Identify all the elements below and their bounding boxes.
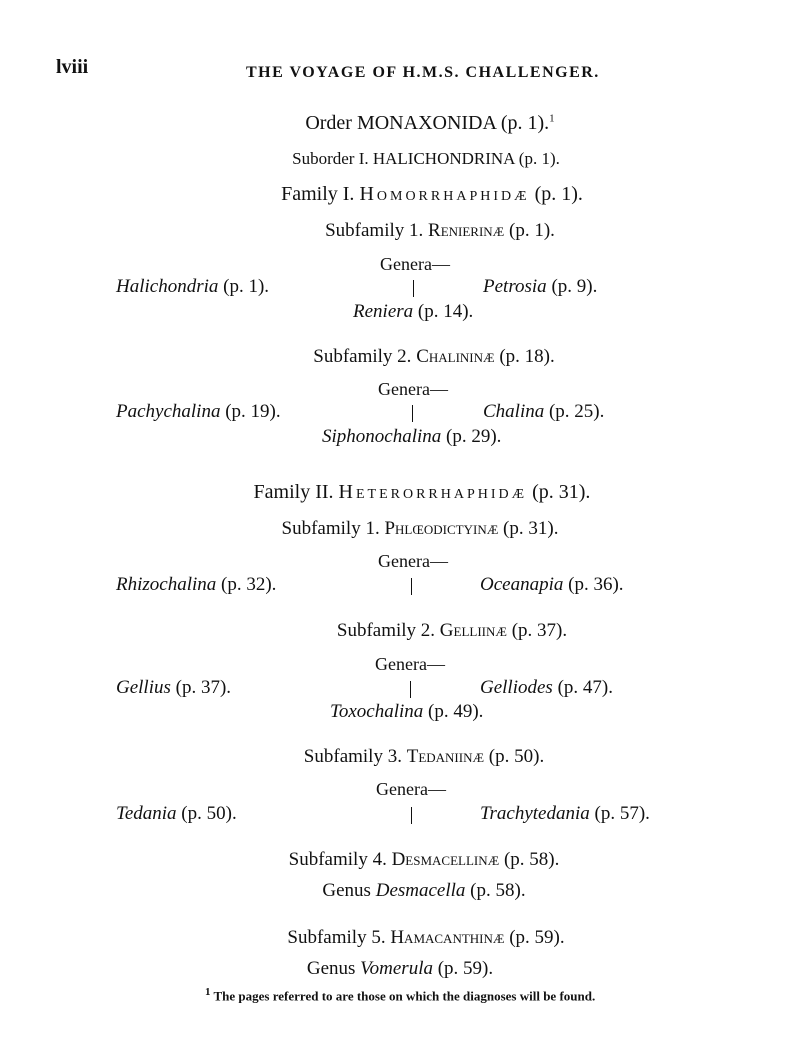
subfamily-page: (p. 18). bbox=[499, 346, 555, 367]
genera-label: Genera— bbox=[378, 551, 448, 571]
genus-page: (p. 58). bbox=[470, 880, 526, 901]
genera-label: Genera— bbox=[375, 654, 445, 674]
subfamily-phloeodictyinae-heading bbox=[0, 518, 800, 540]
genus-name: Petrosia bbox=[483, 276, 547, 297]
footnote bbox=[205, 986, 595, 1004]
genus-page: (p. 14). bbox=[417, 301, 474, 322]
genus-gelliodes bbox=[480, 677, 613, 699]
subfamily-name: Gelliinæ bbox=[439, 620, 507, 641]
subfamily-page: (p. 31). bbox=[503, 518, 559, 539]
genus-name: Trachytedania bbox=[480, 803, 590, 824]
footnote-mark: 1 bbox=[549, 112, 555, 125]
order-heading bbox=[0, 112, 800, 135]
genera-divider bbox=[412, 405, 413, 422]
subfamily-prefix: Subfamily 2. bbox=[336, 620, 436, 641]
subfamily-prefix: Subfamily 3. bbox=[303, 746, 402, 767]
genus-page: (p. 19). bbox=[225, 401, 281, 422]
genus-name: Toxochalina bbox=[330, 701, 424, 722]
genus-page: (p. 37). bbox=[175, 677, 232, 698]
family-2-prefix: Family II. bbox=[253, 481, 334, 503]
genus-page: (p. 50). bbox=[181, 803, 237, 824]
family-1-page: (p. 1). bbox=[534, 183, 583, 205]
genus-name: Halichondria bbox=[116, 276, 219, 297]
genus-page: (p. 36). bbox=[568, 574, 624, 595]
family-1-name: Homorrhaphidæ bbox=[359, 183, 530, 205]
genus-name: Desmacella bbox=[375, 880, 466, 901]
order-page: (p. 1). bbox=[500, 112, 550, 134]
genus-page: (p. 29). bbox=[446, 426, 502, 447]
subfamily-gelliinae-heading bbox=[0, 620, 800, 642]
genus-name: Rhizochalina bbox=[116, 574, 217, 595]
genus-page: (p. 25). bbox=[548, 401, 605, 422]
genus-desmacella bbox=[0, 880, 800, 902]
subfamily-page: (p. 1). bbox=[509, 220, 555, 241]
genus-prefix: Genus bbox=[322, 880, 371, 901]
subfamily-hamacanthinae-heading bbox=[0, 927, 800, 949]
suborder-name: HALICHONDRINA bbox=[372, 149, 515, 168]
subfamily-tedaniinae-heading bbox=[0, 746, 800, 768]
family-1-prefix: Family I. bbox=[281, 183, 355, 205]
genus-page: (p. 9). bbox=[551, 276, 598, 297]
genus-name: Tedania bbox=[116, 803, 177, 824]
subfamily-prefix: Subfamily 1. bbox=[281, 518, 380, 539]
genus-vomerula bbox=[0, 958, 800, 980]
genus-name: Chalina bbox=[483, 401, 545, 422]
subfamily-page: (p. 37). bbox=[511, 620, 568, 641]
genus-name: Reniera bbox=[353, 301, 414, 322]
genus-page: (p. 47). bbox=[557, 677, 613, 698]
genus-toxochalina bbox=[330, 701, 483, 723]
genus-prefix: Genus bbox=[306, 958, 356, 979]
page-number: lviii bbox=[56, 56, 89, 78]
subfamily-name: Hamacanthinæ bbox=[390, 927, 505, 948]
genus-name: Siphonochalina bbox=[322, 426, 442, 447]
genus-pachychalina bbox=[116, 401, 281, 423]
genera-label: Genera— bbox=[378, 379, 448, 399]
footnote-mark: 1 bbox=[205, 986, 211, 998]
subfamily-page: (p. 58). bbox=[503, 849, 560, 870]
genus-page: (p. 57). bbox=[594, 803, 650, 824]
genus-name: Gellius bbox=[116, 677, 171, 698]
genera-divider bbox=[411, 578, 412, 595]
genera-divider bbox=[411, 807, 412, 824]
genera-divider bbox=[413, 280, 414, 297]
subfamily-renierinae-heading bbox=[0, 220, 800, 242]
subfamily-name: Chalininæ bbox=[416, 346, 495, 367]
suborder-prefix: Suborder I. bbox=[292, 149, 369, 168]
family-2-heading bbox=[0, 481, 800, 504]
genus-name: Oceanapia bbox=[480, 574, 564, 595]
genus-trachytedania bbox=[480, 803, 650, 825]
subfamily-prefix: Subfamily 5. bbox=[287, 927, 386, 948]
subfamily-prefix: Subfamily 4. bbox=[288, 849, 387, 870]
genus-siphonochalina bbox=[322, 426, 501, 448]
genera-label: Genera— bbox=[380, 254, 450, 274]
order-prefix: Order bbox=[305, 112, 352, 134]
running-title: THE VOYAGE OF H.M.S. CHALLENGER. bbox=[246, 64, 600, 81]
family-2-name: Heterorrhaphidæ bbox=[338, 481, 528, 503]
subfamily-prefix: Subfamily 1. bbox=[325, 220, 424, 241]
subfamily-page: (p. 50). bbox=[488, 746, 545, 767]
genera-divider bbox=[410, 681, 411, 698]
family-2-page: (p. 31). bbox=[532, 481, 591, 503]
genus-name: Gelliodes bbox=[480, 677, 553, 698]
genus-halichondria bbox=[116, 276, 269, 298]
subfamily-name: Phlœodictyinæ bbox=[384, 518, 499, 539]
suborder-page: (p. 1). bbox=[518, 149, 560, 168]
subfamily-name: Renierinæ bbox=[428, 220, 505, 241]
order-name: MONAXONIDA bbox=[356, 112, 496, 134]
genus-tedania bbox=[116, 803, 237, 825]
subfamily-desmacellinae-heading bbox=[0, 849, 800, 871]
footnote-text: The pages referred to are those on which the diagnoses will be found. bbox=[213, 988, 596, 1004]
genus-oceanapia bbox=[480, 574, 624, 596]
genera-label: Genera— bbox=[376, 779, 446, 799]
family-1-heading bbox=[0, 183, 800, 206]
subfamily-chalininae-heading bbox=[0, 346, 800, 368]
subfamily-name: Desmacellinæ bbox=[391, 849, 500, 870]
genus-gellius bbox=[116, 677, 231, 699]
subfamily-name: Tedaniinæ bbox=[406, 746, 485, 767]
genus-name: Pachychalina bbox=[116, 401, 221, 422]
genus-page: (p. 32). bbox=[221, 574, 277, 595]
subfamily-prefix: Subfamily 2. bbox=[313, 346, 412, 367]
genus-rhizochalina bbox=[116, 574, 276, 596]
genus-page: (p. 1). bbox=[223, 276, 270, 297]
genus-petrosia bbox=[483, 276, 597, 298]
suborder-heading bbox=[0, 149, 800, 169]
genus-page: (p. 59). bbox=[437, 958, 494, 979]
genus-page: (p. 49). bbox=[428, 701, 484, 722]
genus-chalina bbox=[483, 401, 604, 423]
genus-reniera bbox=[353, 301, 473, 323]
subfamily-page: (p. 59). bbox=[509, 927, 565, 948]
genus-name: Vomerula bbox=[360, 958, 433, 979]
